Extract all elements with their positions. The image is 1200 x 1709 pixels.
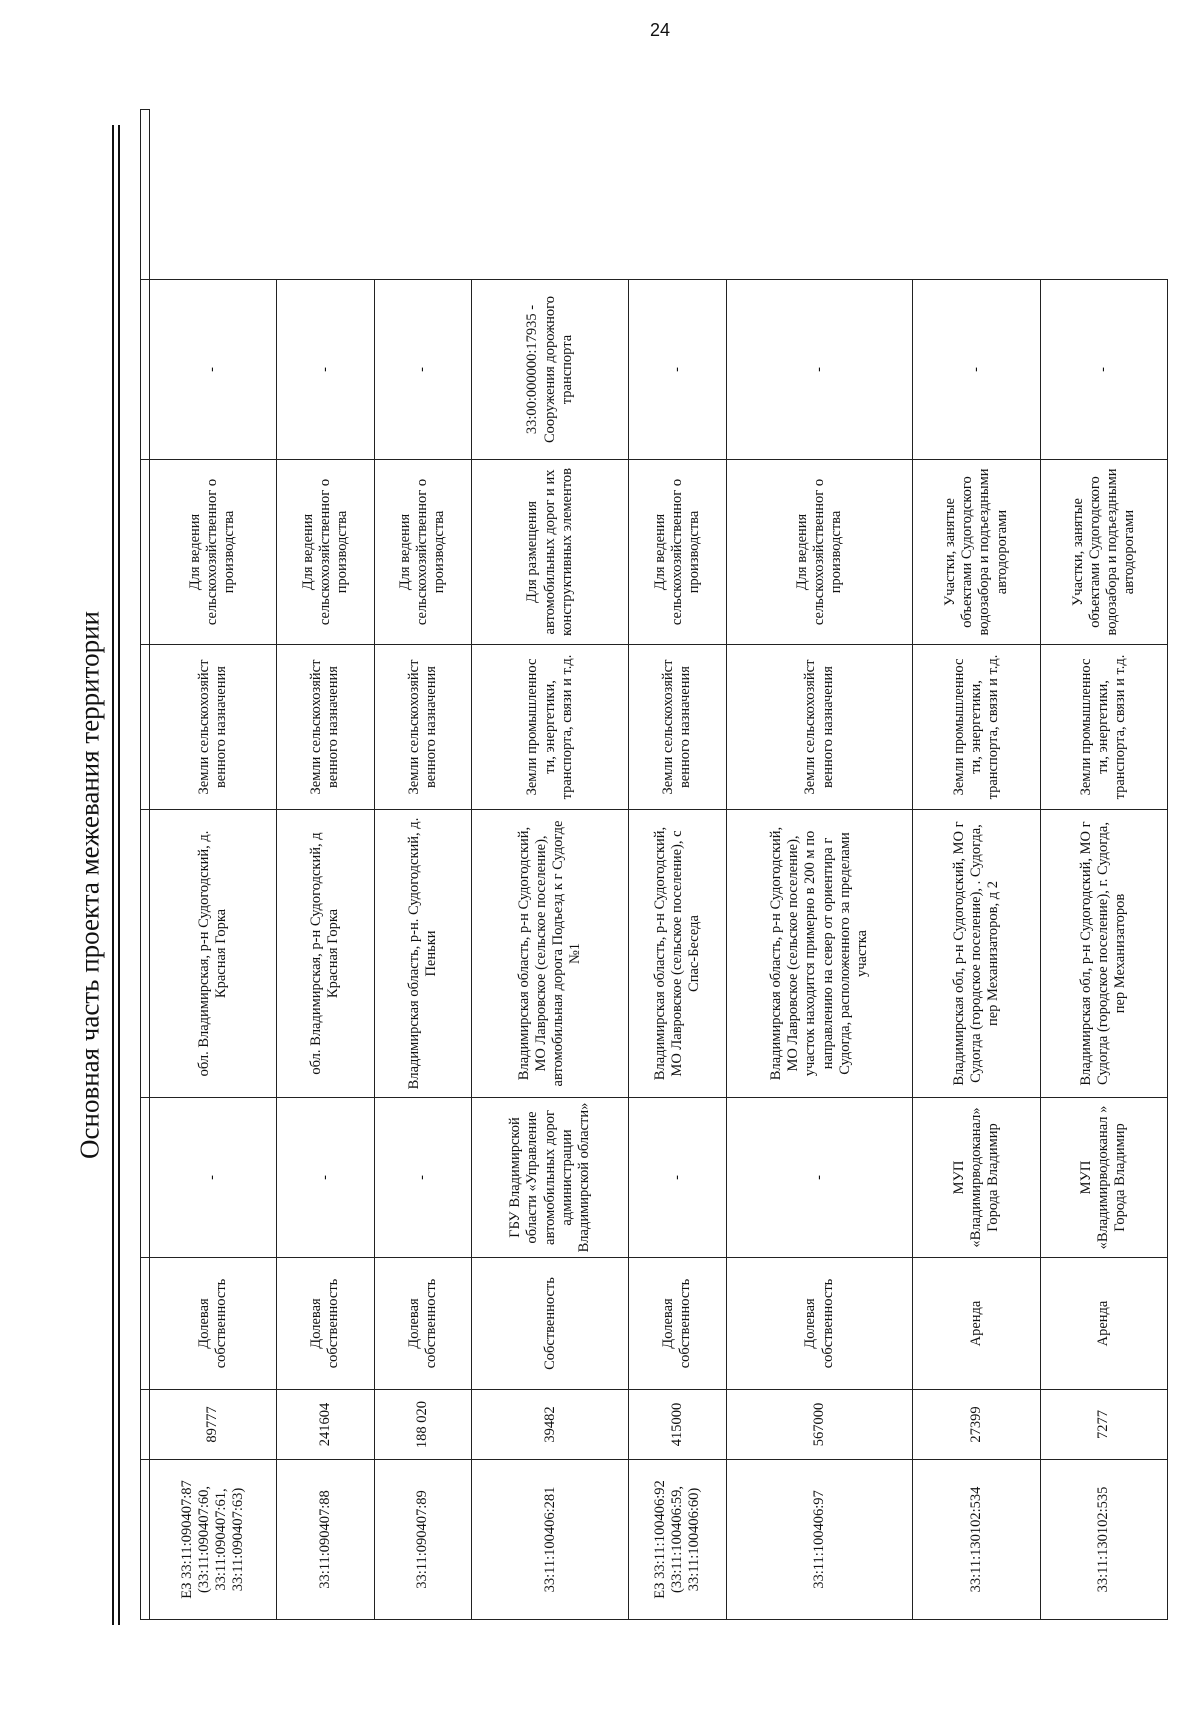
right-type-cell: Долевая собственность bbox=[374, 1258, 472, 1390]
objects-cell: - bbox=[1040, 280, 1167, 460]
address-cell: Владимирская область, р-н. Судогодский, д. Пеньки bbox=[374, 810, 472, 1098]
address-cell: Владимирская область, р-н Судогодский, МО Лавровское (сельское поселение), участок находится примерно в 200 м по направлению на север от ориентира г Судогда, расположенного за пределами участка bbox=[726, 810, 913, 1098]
blank-cell bbox=[141, 645, 150, 810]
owner-cell: МУП «Владимирводоканал » Города Владимир bbox=[1040, 1098, 1167, 1258]
cadastral-number-cell: 33:11:090407:89 bbox=[374, 1460, 472, 1620]
address-cell: Владимирская обл, р-н Судогодский, МО г Судогда (городское поселение), . Судогда, пер Механизаторов, д 2 bbox=[913, 810, 1040, 1098]
land-category-cell: Земли сельскохозяйст венного назначения bbox=[629, 645, 727, 810]
objects-cell: - bbox=[276, 280, 374, 460]
page-number: 24 bbox=[649, 20, 671, 40]
objects-cell: 33:00:000000:17935 - Сооружения дорожного транспорта bbox=[472, 280, 629, 460]
objects-cell: - bbox=[913, 280, 1040, 460]
owner-cell: - bbox=[276, 1098, 374, 1258]
permitted-use-cell: Для ведения сельскохозяйственног о производства bbox=[726, 460, 913, 645]
land-category-cell: Земли сельскохозяйст венного назначения bbox=[276, 645, 374, 810]
cadastral-number-cell: ЕЗ 33:11:100406:92 (33:11:100406:59, 33:11:100406:60) bbox=[629, 1460, 727, 1620]
right-type-cell: Долевая собственность bbox=[276, 1258, 374, 1390]
permitted-use-cell: Участки, занятые объектами Судогодского водозабора и подъездными автодорогами bbox=[913, 460, 1040, 645]
objects-cell: - bbox=[374, 280, 472, 460]
cadastral-number-cell: 33:11:100406:97 bbox=[726, 1460, 913, 1620]
cadastral-number-cell: 33:11:130102:534 bbox=[913, 1460, 1040, 1620]
owner-cell: ГБУ Владимирской области «Управление автомобильных дорог администрации Владимирской области» bbox=[472, 1098, 629, 1258]
area-cell: 567000 bbox=[726, 1390, 913, 1460]
land-category-cell: Земли промышленнос ти, энергетики, транспорта, связи и т.д. bbox=[472, 645, 629, 810]
blank-cell bbox=[141, 1258, 150, 1390]
table-row bbox=[374, 110, 472, 1620]
table-row bbox=[629, 110, 727, 1620]
owner-cell: - bbox=[726, 1098, 913, 1258]
blank-cell bbox=[141, 460, 150, 645]
permitted-use-cell: Для ведения сельскохозяйственног о производства bbox=[276, 460, 374, 645]
cadastral-number-cell: 33:11:090407:88 bbox=[276, 1460, 374, 1620]
right-type-cell: Долевая собственность bbox=[726, 1258, 913, 1390]
address-cell: обл. Владимирская, р-н Судогодский, д Красная Горка bbox=[276, 810, 374, 1098]
permitted-use-cell: Для ведения сельскохозяйственног о производства bbox=[629, 460, 727, 645]
area-cell: 415000 bbox=[629, 1390, 727, 1460]
table-row bbox=[472, 110, 629, 1620]
table-row bbox=[913, 110, 1040, 1620]
permitted-use-cell: Для ведения сельскохозяйственног о производства bbox=[374, 460, 472, 645]
land-category-cell: Земли сельскохозяйст венного назначения bbox=[149, 645, 276, 810]
area-cell: 188 020 bbox=[374, 1390, 472, 1460]
cadastral-number-cell: 33:11:130102:535 bbox=[1040, 1460, 1167, 1620]
table-row bbox=[149, 110, 276, 1620]
blank-cell bbox=[141, 810, 150, 1098]
blank-cell bbox=[141, 1390, 150, 1460]
address-cell: обл. Владимирская, р-н Судогодский, д. Красная Горка bbox=[149, 810, 276, 1098]
permitted-use-cell: Участки, занятые объектами Судогодского водозабора и подъездными автодорогами bbox=[1040, 460, 1167, 645]
blank-cell bbox=[141, 1098, 150, 1258]
owner-cell: МУП «Владимирводоканал» Города Владимир bbox=[913, 1098, 1040, 1258]
table-container bbox=[140, 110, 1168, 1620]
table-row bbox=[1040, 110, 1167, 1620]
cadastral-number-cell: ЕЗ 33:11:090407:87 (33:11:090407:60, 33:11:090407:61, 33:11:090407:63) bbox=[149, 1460, 276, 1620]
address-cell: Владимирская область, р-н Судогодский, МО Лавровское (сельское поселение), с Спас-Беседа bbox=[629, 810, 727, 1098]
address-cell: Владимирская область, р-н Судогодский, МО Лавровское (сельское поселение), автомобильная дорога Подъезд к г Судогде №1 bbox=[472, 810, 629, 1098]
rotated-table-frame bbox=[140, 110, 1168, 1620]
table-row bbox=[726, 110, 913, 1620]
cadastral-number-cell: 33:11:100406:281 bbox=[472, 1460, 629, 1620]
area-cell: 241604 bbox=[276, 1390, 374, 1460]
land-category-cell: Земли промышленнос ти, энергетики, транспорта, связи и т.д. bbox=[913, 645, 1040, 810]
right-type-cell: Собственность bbox=[472, 1258, 629, 1390]
table-blank-row bbox=[141, 110, 150, 1620]
objects-cell: - bbox=[629, 280, 727, 460]
right-type-cell: Аренда bbox=[1040, 1258, 1167, 1390]
objects-cell: - bbox=[149, 280, 276, 460]
area-cell: 27399 bbox=[913, 1390, 1040, 1460]
table-row bbox=[276, 110, 374, 1620]
heading-container bbox=[60, 120, 120, 1650]
land-plots-table bbox=[140, 109, 1168, 1620]
permitted-use-cell: Для ведения сельскохозяйственног о производства bbox=[149, 460, 276, 645]
land-category-cell: Земли сельскохозяйст венного назначения bbox=[726, 645, 913, 810]
area-cell: 7277 bbox=[1040, 1390, 1167, 1460]
right-type-cell: Аренда bbox=[913, 1258, 1040, 1390]
right-type-cell: Долевая собственность bbox=[149, 1258, 276, 1390]
area-cell: 39482 bbox=[472, 1390, 629, 1460]
land-category-cell: Земли сельскохозяйст венного назначения bbox=[374, 645, 472, 810]
address-cell: Владимирская обл, р-н Судогодский, МО г Судогда (городское поселение), г. Судогда, пер Механизаторов bbox=[1040, 810, 1167, 1098]
owner-cell: - bbox=[374, 1098, 472, 1258]
objects-cell: - bbox=[726, 280, 913, 460]
area-cell: 89777 bbox=[149, 1390, 276, 1460]
page-heading: Основная часть проекта межевания территории bbox=[74, 611, 105, 1159]
permitted-use-cell: Для размещения автомобильных дорог и их конструктивных элементов bbox=[472, 460, 629, 645]
blank-cell bbox=[141, 110, 150, 280]
double-rule-divider bbox=[112, 125, 120, 1625]
blank-cell bbox=[141, 280, 150, 460]
owner-cell: - bbox=[149, 1098, 276, 1258]
owner-cell: - bbox=[629, 1098, 727, 1258]
right-type-cell: Долевая собственность bbox=[629, 1258, 727, 1390]
land-category-cell: Земли промышленнос ти, энергетики, транспорта, связи и т.д. bbox=[1040, 645, 1167, 810]
blank-cell bbox=[141, 1460, 150, 1620]
